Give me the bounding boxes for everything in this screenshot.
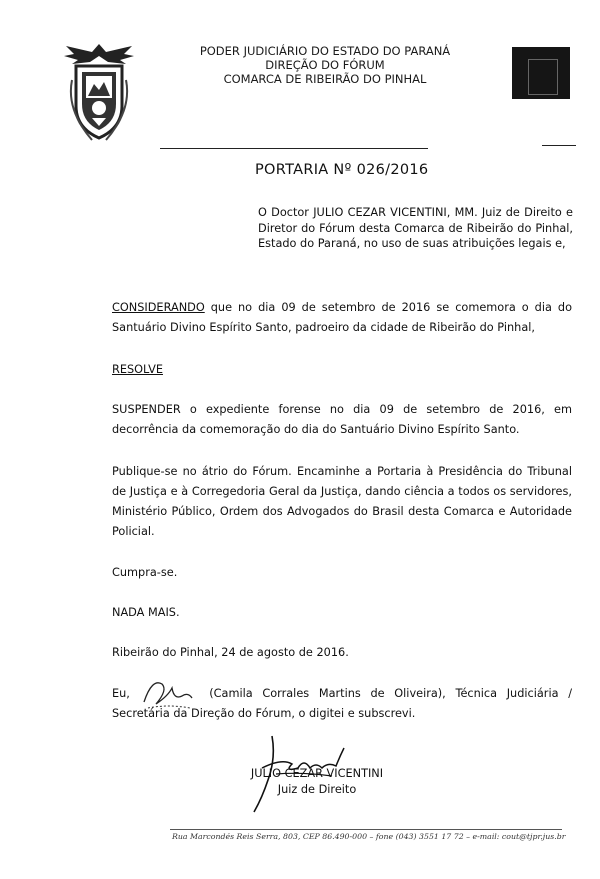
considerando-text: que no dia 09 de setembro de 2016 se comemora o dia do Santuário Divino Espírito Santo, padroeiro da cidade de Ribeirão do Pinhal,	[112, 301, 572, 334]
footer-rule	[170, 829, 562, 830]
considerando-paragraph	[112, 298, 572, 338]
intro-paragraph	[258, 205, 573, 252]
black-seal-icon	[512, 47, 570, 99]
header-line-3: COMARCA DE RIBEIRÃO DO PINHAL	[223, 72, 427, 86]
nada-mais: NADA MAIS.	[112, 606, 180, 619]
header-rule-right	[542, 145, 576, 146]
publique-paragraph: Publique-se no átrio do Fórum. Encaminhe a Portaria à Presidência do Tribunal de Justiça e à Corregedoria Geral da Justiça, dando ciência a todos os servidores, Ministério Público, Ordem dos Advogados do Brasil desta Comarca e Autoridade Policial.	[112, 465, 572, 538]
footer-address: Rua Marcondés Reis Serra, 803, CEP 86.490-000 – fone (043) 3551 17 72 – e-mail: cout@tjpr.jus.br	[172, 832, 566, 841]
date-line: Ribeirão do Pinhal, 24 de agosto de 2016.	[112, 646, 349, 659]
cumpra-se: Cumpra-se.	[112, 566, 178, 579]
suspender-paragraph: SUSPENDER o expediente forense no dia 09 de setembro de 2016, em decorrência da comemoração do dia do Santuário Divino Espírito Santo.	[112, 403, 572, 436]
header-line-1: PODER JUDICIÁRIO DO ESTADO DO PARANÁ	[199, 44, 451, 58]
considerando-label: CONSIDERANDO	[112, 301, 205, 314]
judge-name: JULIO CEZAR VICENTINI	[313, 206, 447, 219]
header-rule	[160, 148, 428, 149]
intro-text-a: O Doctor	[258, 206, 314, 219]
clerk-text-b: (Camila Corrales Martins de Oliveira), Técnica Judiciária / Secretária da Direção do Fórum, o digitei e subscrevi.	[112, 687, 572, 720]
coat-of-arms-icon	[62, 40, 136, 144]
clerk-text-a: Eu,	[112, 687, 140, 700]
signature-block	[232, 766, 402, 798]
signer-title: Juiz de Direito	[277, 783, 357, 796]
clerk-initials-icon	[138, 674, 198, 714]
header-line-2: DIREÇÃO DO FÓRUM	[265, 58, 385, 72]
document-title: PORTARIA Nº 026/2016	[255, 162, 429, 178]
signer-name: JULIO CEZAR VICENTINI	[250, 767, 384, 780]
intro-text-b: , MM. Juiz de Direito e Diretor do Fórum desta Comarca de Ribeirão do Pinhal, Estado do Paraná, no uso de suas atribuições legais e,	[258, 206, 573, 250]
resolve-label: RESOLVE	[112, 363, 163, 376]
